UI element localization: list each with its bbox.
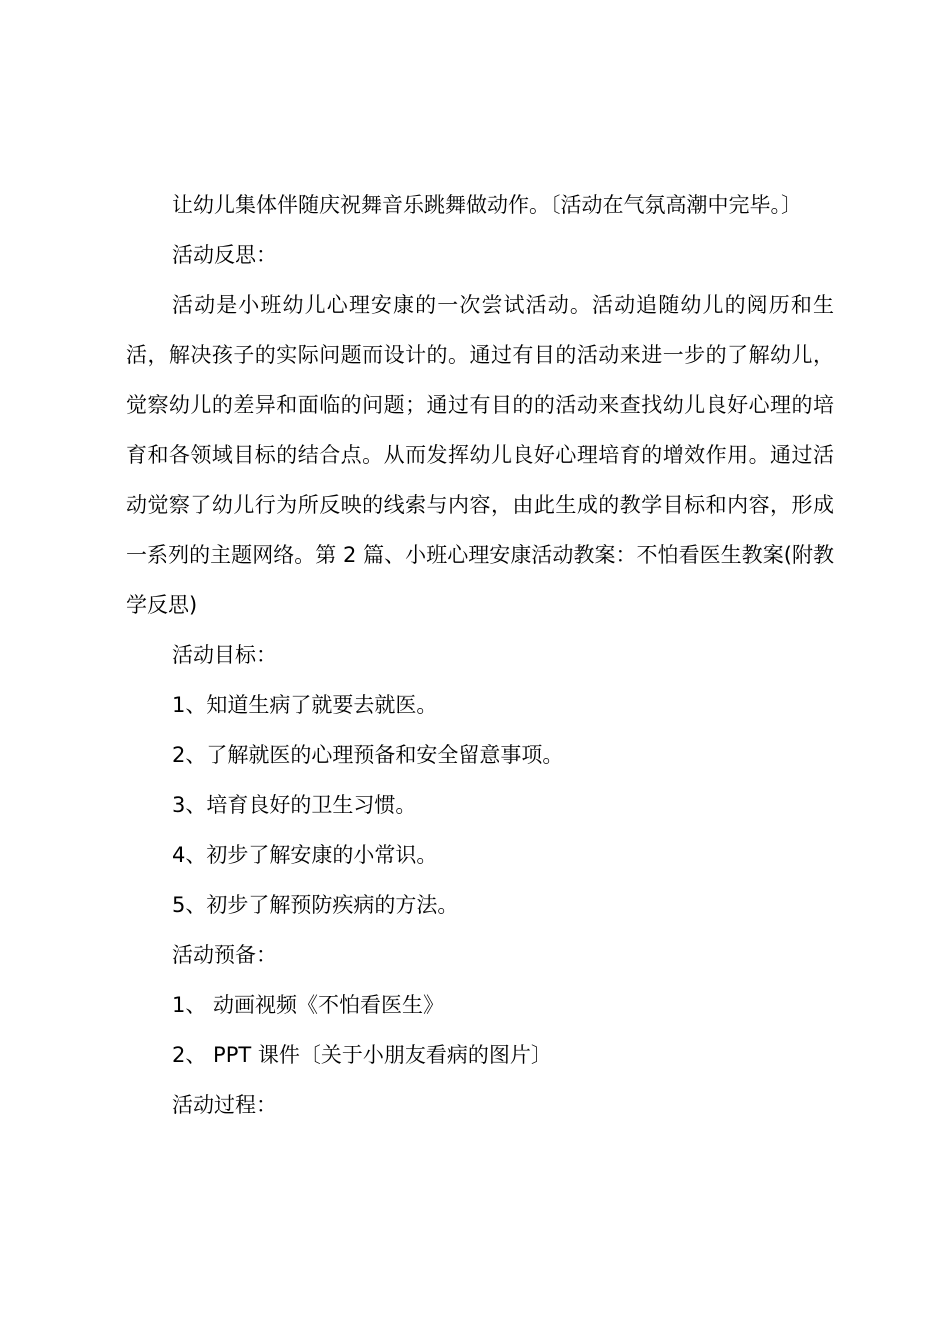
list-item-goal-4: 4、初步了解安康的小常识。 [172, 843, 438, 867]
list-item-goal-2: 2、了解就医的心理预备和安全留意事项。 [172, 743, 564, 767]
document-body [126, 180, 834, 1130]
heading-activity-process: 活动过程： [172, 1093, 277, 1117]
list-item-goal-1: 1、知道生病了就要去就医。 [172, 693, 438, 717]
list-item-preparation-2: 2、 PPT 课件〔关于小朋友看病的图片〕 [172, 1043, 552, 1067]
list-item-preparation-1: 1、 动画视频《不怕看医生》 [172, 993, 445, 1017]
heading-activity-goals: 活动目标： [172, 643, 277, 667]
list-item-goal-5: 5、初步了解预防疾病的方法。 [172, 893, 459, 917]
paragraph-reflection-body: 活动是小班幼儿心理安康的一次尝试活动。活动追随幼儿的阅历和生活，解决孩子的实际问题而设计的。通过有目的活动来进一步的了解幼儿，觉察幼儿的差异和面临的问题；通过有目的的活动来查找幼儿良好心理的培育和各领域目标的结合点。从而发挥幼儿良好心理培育的增效作用。通过活动觉察了幼儿行为所反映的线索与内容，由此生成的教学目标和内容，形成一系列的主题网络。第 2 篇、小班心理安康活动教案：不怕看医生教案(附教学反思) [126, 293, 834, 617]
heading-activity-preparation: 活动预备： [172, 943, 277, 967]
list-item-goal-3: 3、培育良好的卫生习惯。 [172, 793, 417, 817]
paragraph-closing-activity: 让幼儿集体伴随庆祝舞音乐跳舞做动作。〔活动在气氛高潮中完毕。〕 [172, 193, 802, 217]
heading-activity-reflection: 活动反思： [172, 243, 277, 267]
